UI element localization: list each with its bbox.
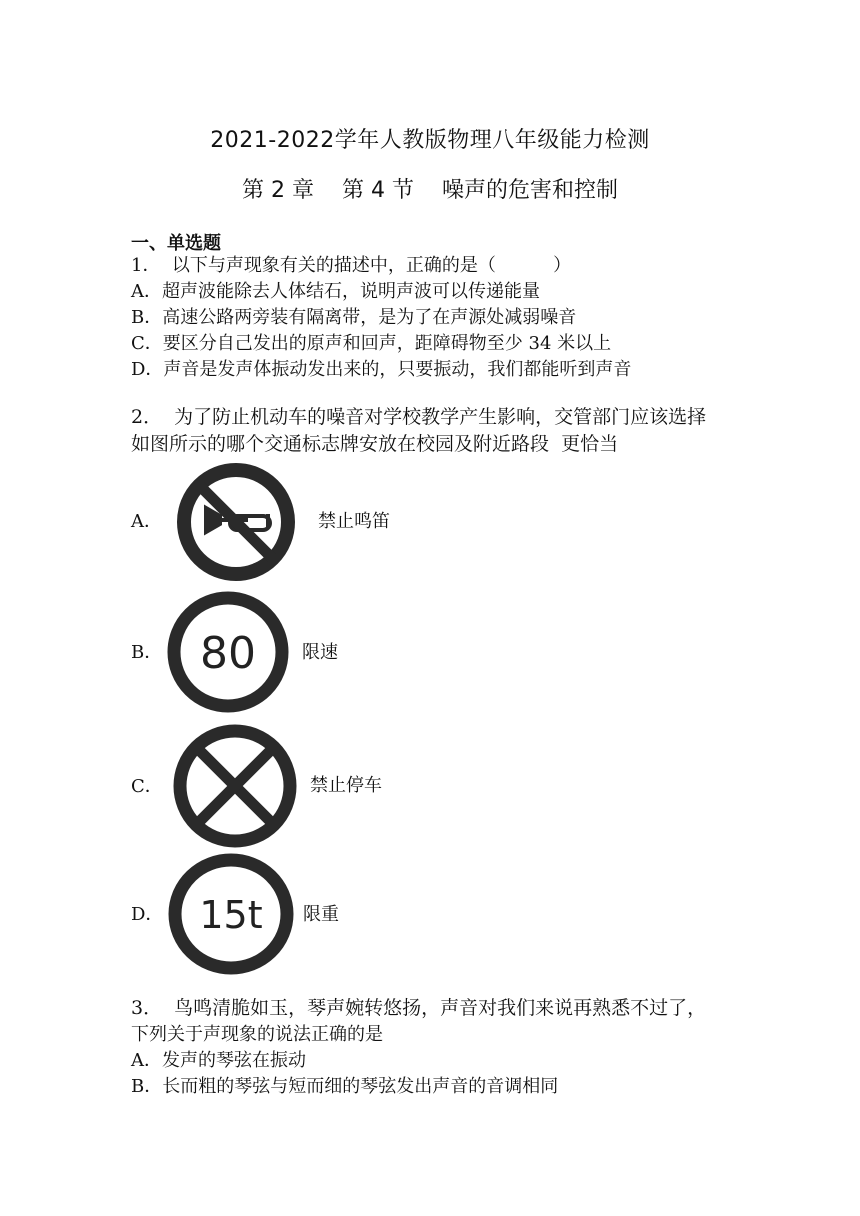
q2-option-d-letter: D． — [131, 904, 164, 925]
speed-limit-sign-icon — [166, 590, 290, 714]
no-honking-sign-icon — [176, 462, 296, 582]
q2-option-a-letter: A． — [131, 511, 162, 532]
q2-stem-line1: 2． 为了防止机动车的噪音对学校教学产生影响，交管部门应该选择 — [131, 406, 707, 428]
q3-stem-line1: 3． 鸟鸣清脆如玉，琴声婉转悠扬，声音对我们来说再熟悉不过了， — [131, 997, 707, 1019]
document-subtitle: 第 2 章 第 4 节 噪声的危害和控制 — [242, 178, 618, 203]
q1-option-a: A．超声波能除去人体结石，说明声波可以传递能量 — [131, 281, 540, 302]
q2-option-d-caption: 限重 — [303, 904, 339, 925]
q2-stem-line2: 如图所示的哪个交通标志牌安放在校园及附近路段 更恰当 — [131, 433, 619, 455]
q3-stem-line2: 下列关于声现象的说法正确的是 — [131, 1024, 383, 1045]
section-heading: 一、单选题 — [131, 233, 221, 254]
q2-option-c-letter: C． — [131, 776, 163, 797]
weight-limit-sign-icon — [166, 852, 296, 976]
q1-option-b: B．高速公路两旁装有隔离带，是为了在声源处减弱噪音 — [131, 307, 577, 328]
q1-option-d: D．声音是发声体振动发出来的，只要振动，我们都能听到声音 — [131, 359, 632, 380]
document-title: 2021-2022学年人教版物理八年级能力检测 — [210, 128, 650, 153]
q2-option-b-caption: 限速 — [302, 642, 338, 663]
q3-option-a: A．发声的琴弦在振动 — [131, 1050, 306, 1071]
speed-limit-value: 80 — [200, 628, 256, 679]
q1-option-c: C．要区分自己发出的原声和回声，距障碍物至少 34 米以上 — [131, 333, 612, 354]
q2-option-b-letter: B． — [131, 642, 163, 663]
no-parking-sign-icon — [172, 723, 298, 849]
q2-option-c-caption: 禁止停车 — [310, 775, 382, 796]
weight-limit-value: 15t — [199, 893, 263, 937]
q3-option-b: B．长而粗的琴弦与短而细的琴弦发出声音的音调相同 — [131, 1076, 559, 1097]
q2-option-a-caption: 禁止鸣笛 — [318, 511, 390, 532]
q1-stem: 1． 以下与声现象有关的描述中，正确的是（ ） — [131, 255, 572, 276]
